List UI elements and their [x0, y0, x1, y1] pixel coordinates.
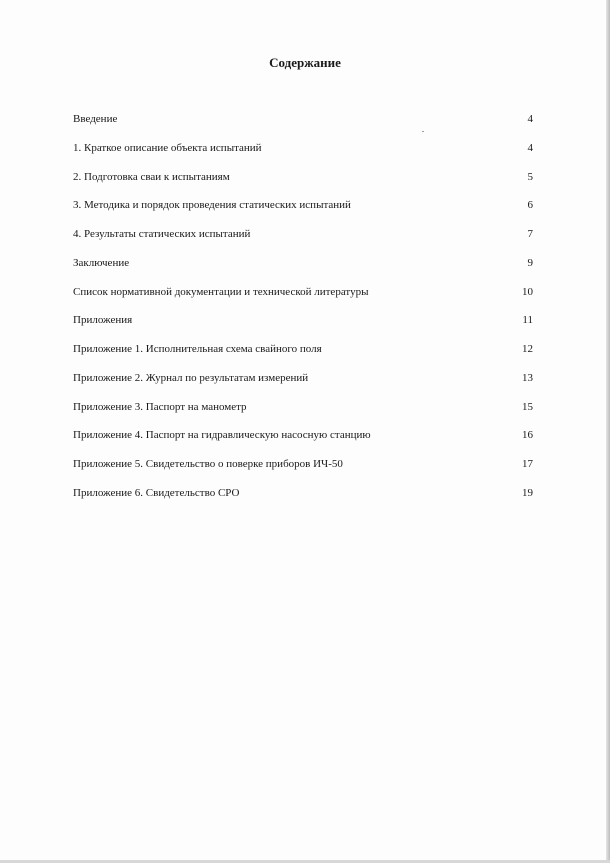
toc-entry-page: 4: [527, 113, 533, 125]
toc-entry-page: 4: [527, 141, 533, 154]
toc-entry-introduction: [73, 112, 533, 141]
toc-entry-title: 4. Результаты статических испытаний: [73, 228, 251, 240]
table-of-contents: [73, 112, 533, 515]
toc-entry-title: Приложение 1. Исполнительная схема свайного поля: [73, 343, 322, 355]
toc-entry-title: Приложения: [73, 314, 133, 327]
toc-entry-page: 6: [527, 199, 533, 212]
toc-entry-page: 16: [522, 429, 533, 442]
toc-entry-title: Приложение 3. Паспорт на манометр: [73, 400, 247, 413]
toc-entry-results: [73, 227, 533, 256]
toc-entry-appendix-3: [73, 400, 533, 429]
toc-entry-title: Приложение 6. Свидетельство СРО: [73, 486, 240, 499]
toc-entry-title: 1. Краткое описание объекта испытаний: [73, 141, 262, 154]
toc-entry-page: 10: [522, 285, 533, 298]
page-title: Содержание: [269, 55, 341, 70]
toc-entry-references: [73, 285, 533, 314]
toc-entry-page: 12: [522, 343, 533, 355]
toc-entry-title: 2. Подготовка сваи к испытаниям: [73, 170, 230, 183]
toc-entry-page: 17: [522, 458, 533, 470]
toc-entry-page: 5: [527, 170, 533, 183]
toc-entry-appendix-4: [73, 428, 533, 457]
toc-entry-page: 9: [527, 256, 533, 269]
toc-entry-page: 15: [522, 400, 533, 413]
toc-entry-title: 3. Методика и порядок проведения статических испытаний: [73, 199, 351, 212]
toc-entry-page: 19: [522, 486, 533, 499]
toc-entry-conclusion: [73, 256, 533, 285]
toc-entry-appendix-6: [73, 486, 533, 515]
toc-entry-pile-preparation: [73, 170, 533, 199]
toc-entry-title: Приложение 4. Паспорт на гидравлическую насосную станцию: [73, 429, 371, 442]
toc-entry-appendices: [73, 313, 533, 342]
toc-entry-title: Приложение 5. Свидетельство о поверке приборов ИЧ-50: [73, 458, 343, 470]
toc-entry-title: Приложение 2. Журнал по результатам измерений: [73, 371, 309, 384]
toc-entry-appendix-5: [73, 457, 533, 486]
toc-entry-appendix-2: [73, 371, 533, 400]
toc-entry-page: 11: [522, 314, 533, 327]
toc-entry-title: Заключение: [73, 256, 130, 269]
toc-entry-page: 13: [522, 371, 533, 384]
toc-entry-object-description: [73, 141, 533, 170]
toc-entry-title: Введение: [73, 113, 118, 125]
toc-entry-title: Список нормативной документации и технической литературы: [73, 285, 369, 298]
toc-entry-appendix-1: [73, 342, 533, 371]
scan-edge-right: [606, 0, 610, 863]
toc-entry-page: 7: [527, 228, 533, 240]
toc-entry-methodology: [73, 198, 533, 227]
